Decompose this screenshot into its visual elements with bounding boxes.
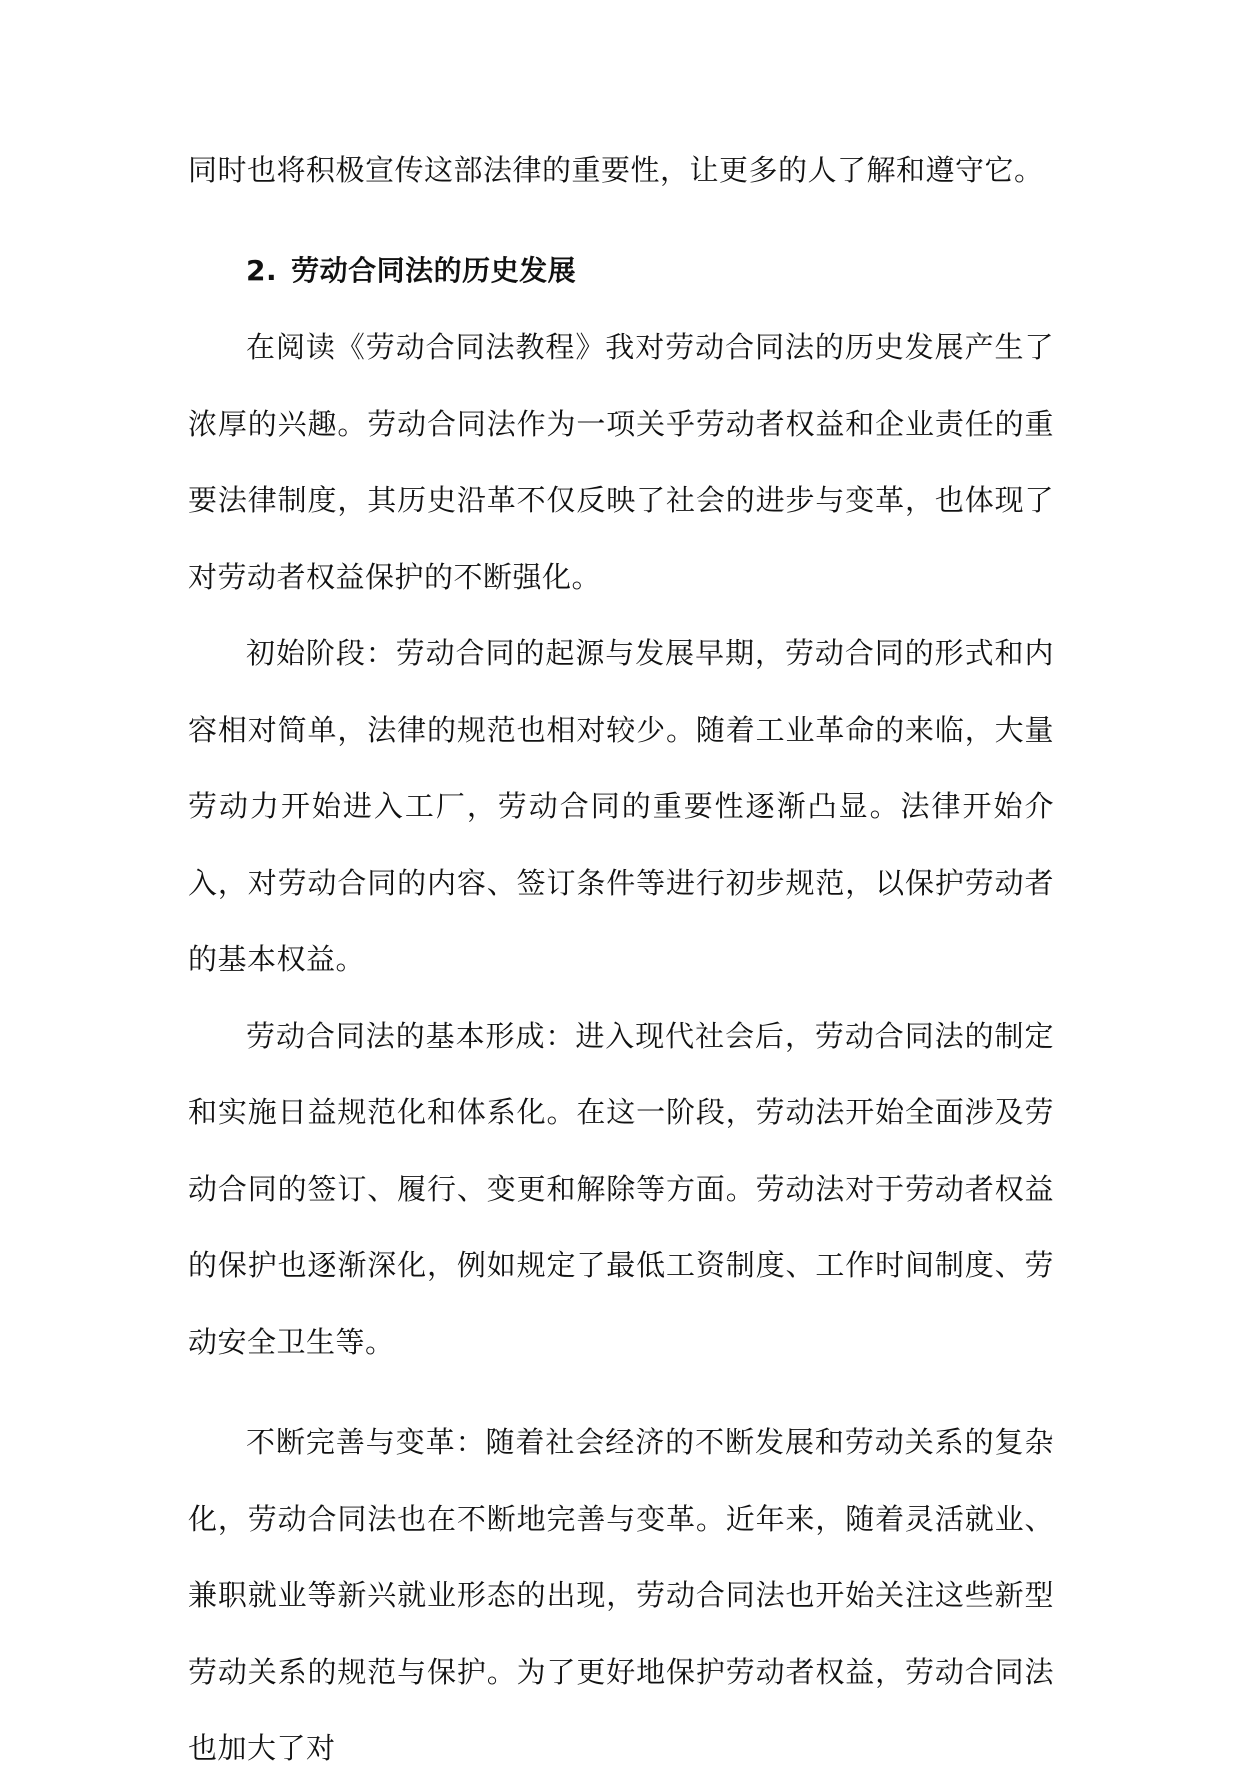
- paragraph-continuous-improvement: 不断完善与变革：随着社会经济的不断发展和劳动关系的复杂化，劳动合同法也在不断地完善与变革。近年来，随着灵活就业、兼职就业等新兴就业形态的出现，劳动合同法也开始关注这些新型劳动关系的规范与保护。为了更好地保护劳动者权益，劳动合同法也加大了对: [188, 1425, 1054, 1765]
- page-content: [188, 132, 1054, 1787]
- paragraph-intro: 在阅读《劳动合同法教程》我对劳动合同法的历史发展产生了浓厚的兴趣。劳动合同法作为一项关乎劳动者权益和企业责任的重要法律制度，其历史沿革不仅反映了社会的进步与变革，也体现了对劳动者权益保护的不断强化。: [188, 330, 1054, 594]
- section-heading: [188, 233, 1054, 310]
- paragraph-initial-stage: 初始阶段：劳动合同的起源与发展早期，劳动合同的形式和内容相对简单，法律的规范也相对较少。随着工业革命的来临，大量劳动力开始进入工厂，劳动合同的重要性逐渐凸显。法律开始介入，对劳动合同的内容、签订条件等进行初步规范，以保护劳动者的基本权益。: [188, 636, 1054, 976]
- section-title: 劳动合同法的历史发展: [291, 253, 577, 287]
- paragraph-basic-formation: 劳动合同法的基本形成：进入现代社会后，劳动合同法的制定和实施日益规范化和体系化。在这一阶段，劳动法开始全面涉及劳动合同的签订、履行、变更和解除等方面。劳动法对于劳动者权益的保护也逐渐深化，例如规定了最低工资制度、工作时间制度、劳动安全卫生等。: [188, 1018, 1054, 1359]
- continuation-paragraph: 同时也将积极宣传这部法律的重要性，让更多的人了解和遵守它。: [188, 153, 1044, 187]
- spacer: [188, 1380, 1054, 1404]
- spacer: [188, 209, 1054, 233]
- section-number: 2.: [246, 253, 278, 287]
